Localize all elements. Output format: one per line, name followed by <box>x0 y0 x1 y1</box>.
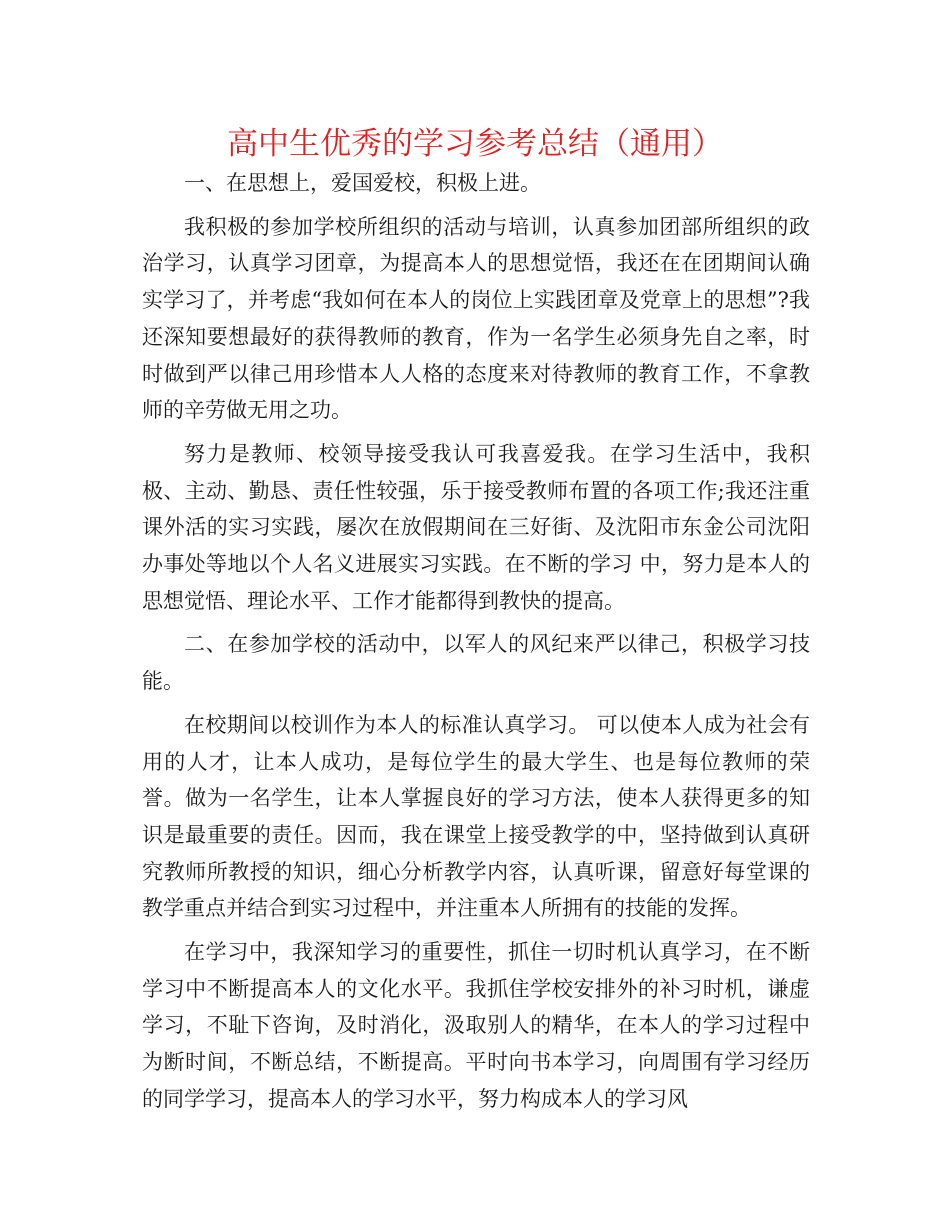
section-heading-1: 一、在思想上，爱国爱校，积极上进。 <box>184 171 541 195</box>
body-paragraph-4: 在学习中，我深知学习的重要性，抓住一切时机认真学习，在不断学习中不断提高本人的文化水平。我抓住学校安排外的补习时机，谦虚学习，不耻下咨询，及时消化，汲取别人的精华，在本人的学习过程中为断时间，不断总结，不断提高。平时向书本学习，向周围有学习经历的同学学习，提高本人的学习水平，努力构成本人的学习风 <box>142 940 810 1111</box>
document-body <box>142 165 810 1118</box>
document-title: 高中生优秀的学习参考总结（通用） <box>227 126 723 162</box>
body-paragraph-2: 努力是教师、校领导接受我认可我喜爱我。在学习生活中，我积极、主动、勤恳、责任性较强，乐于接受教师布置的各项工作;我还注重课外活的实习实践，屡次在放假期间在三好街、及沈阳市东金公司沈阳办事处等地以个人名义进展实习实践。在不断的学习 中，努力是本人的思想觉悟、理论水平、工作才能都得到教快的提高。 <box>142 441 810 613</box>
body-paragraph-1: 我积极的参加学校所组织的活动与培训，认真参加团部所组织的政治学习，认真学习团章，为提高本人的思想觉悟，我还在在团期间认确实学习了，并考虑“我如何在本人的岗位上实践团章及党章上的思想”?我还深知要想最好的获得教师的教育，作为一名学生必须身先自之率，时时做到严以律己用珍惜本人人格的态度来对待教师的教育工作，不拿教师的辛劳做无用之功。 <box>142 214 810 423</box>
body-paragraph-3: 在校期间以校训作为本人的标准认真学习。 可以使本人成为社会有用的人才，让本人成功，是每位学生的最大学生、也是每位教师的荣誉。做为一名学生，让本人掌握良好的学习方法，使本人获得更多的知识是最重要的责任。因而，我在课堂上接受教学的中，坚持做到认真研究教师所教授的知识，细心分析教学内容，认真听课，留意好每堂课的教学重点并结合到实习过程中，并注重本人所拥有的技能的发挥。 <box>142 712 810 921</box>
section-heading-2: 二、在参加学校的活动中，以军人的风纪来严以律己，积极学习技能。 <box>142 632 810 694</box>
